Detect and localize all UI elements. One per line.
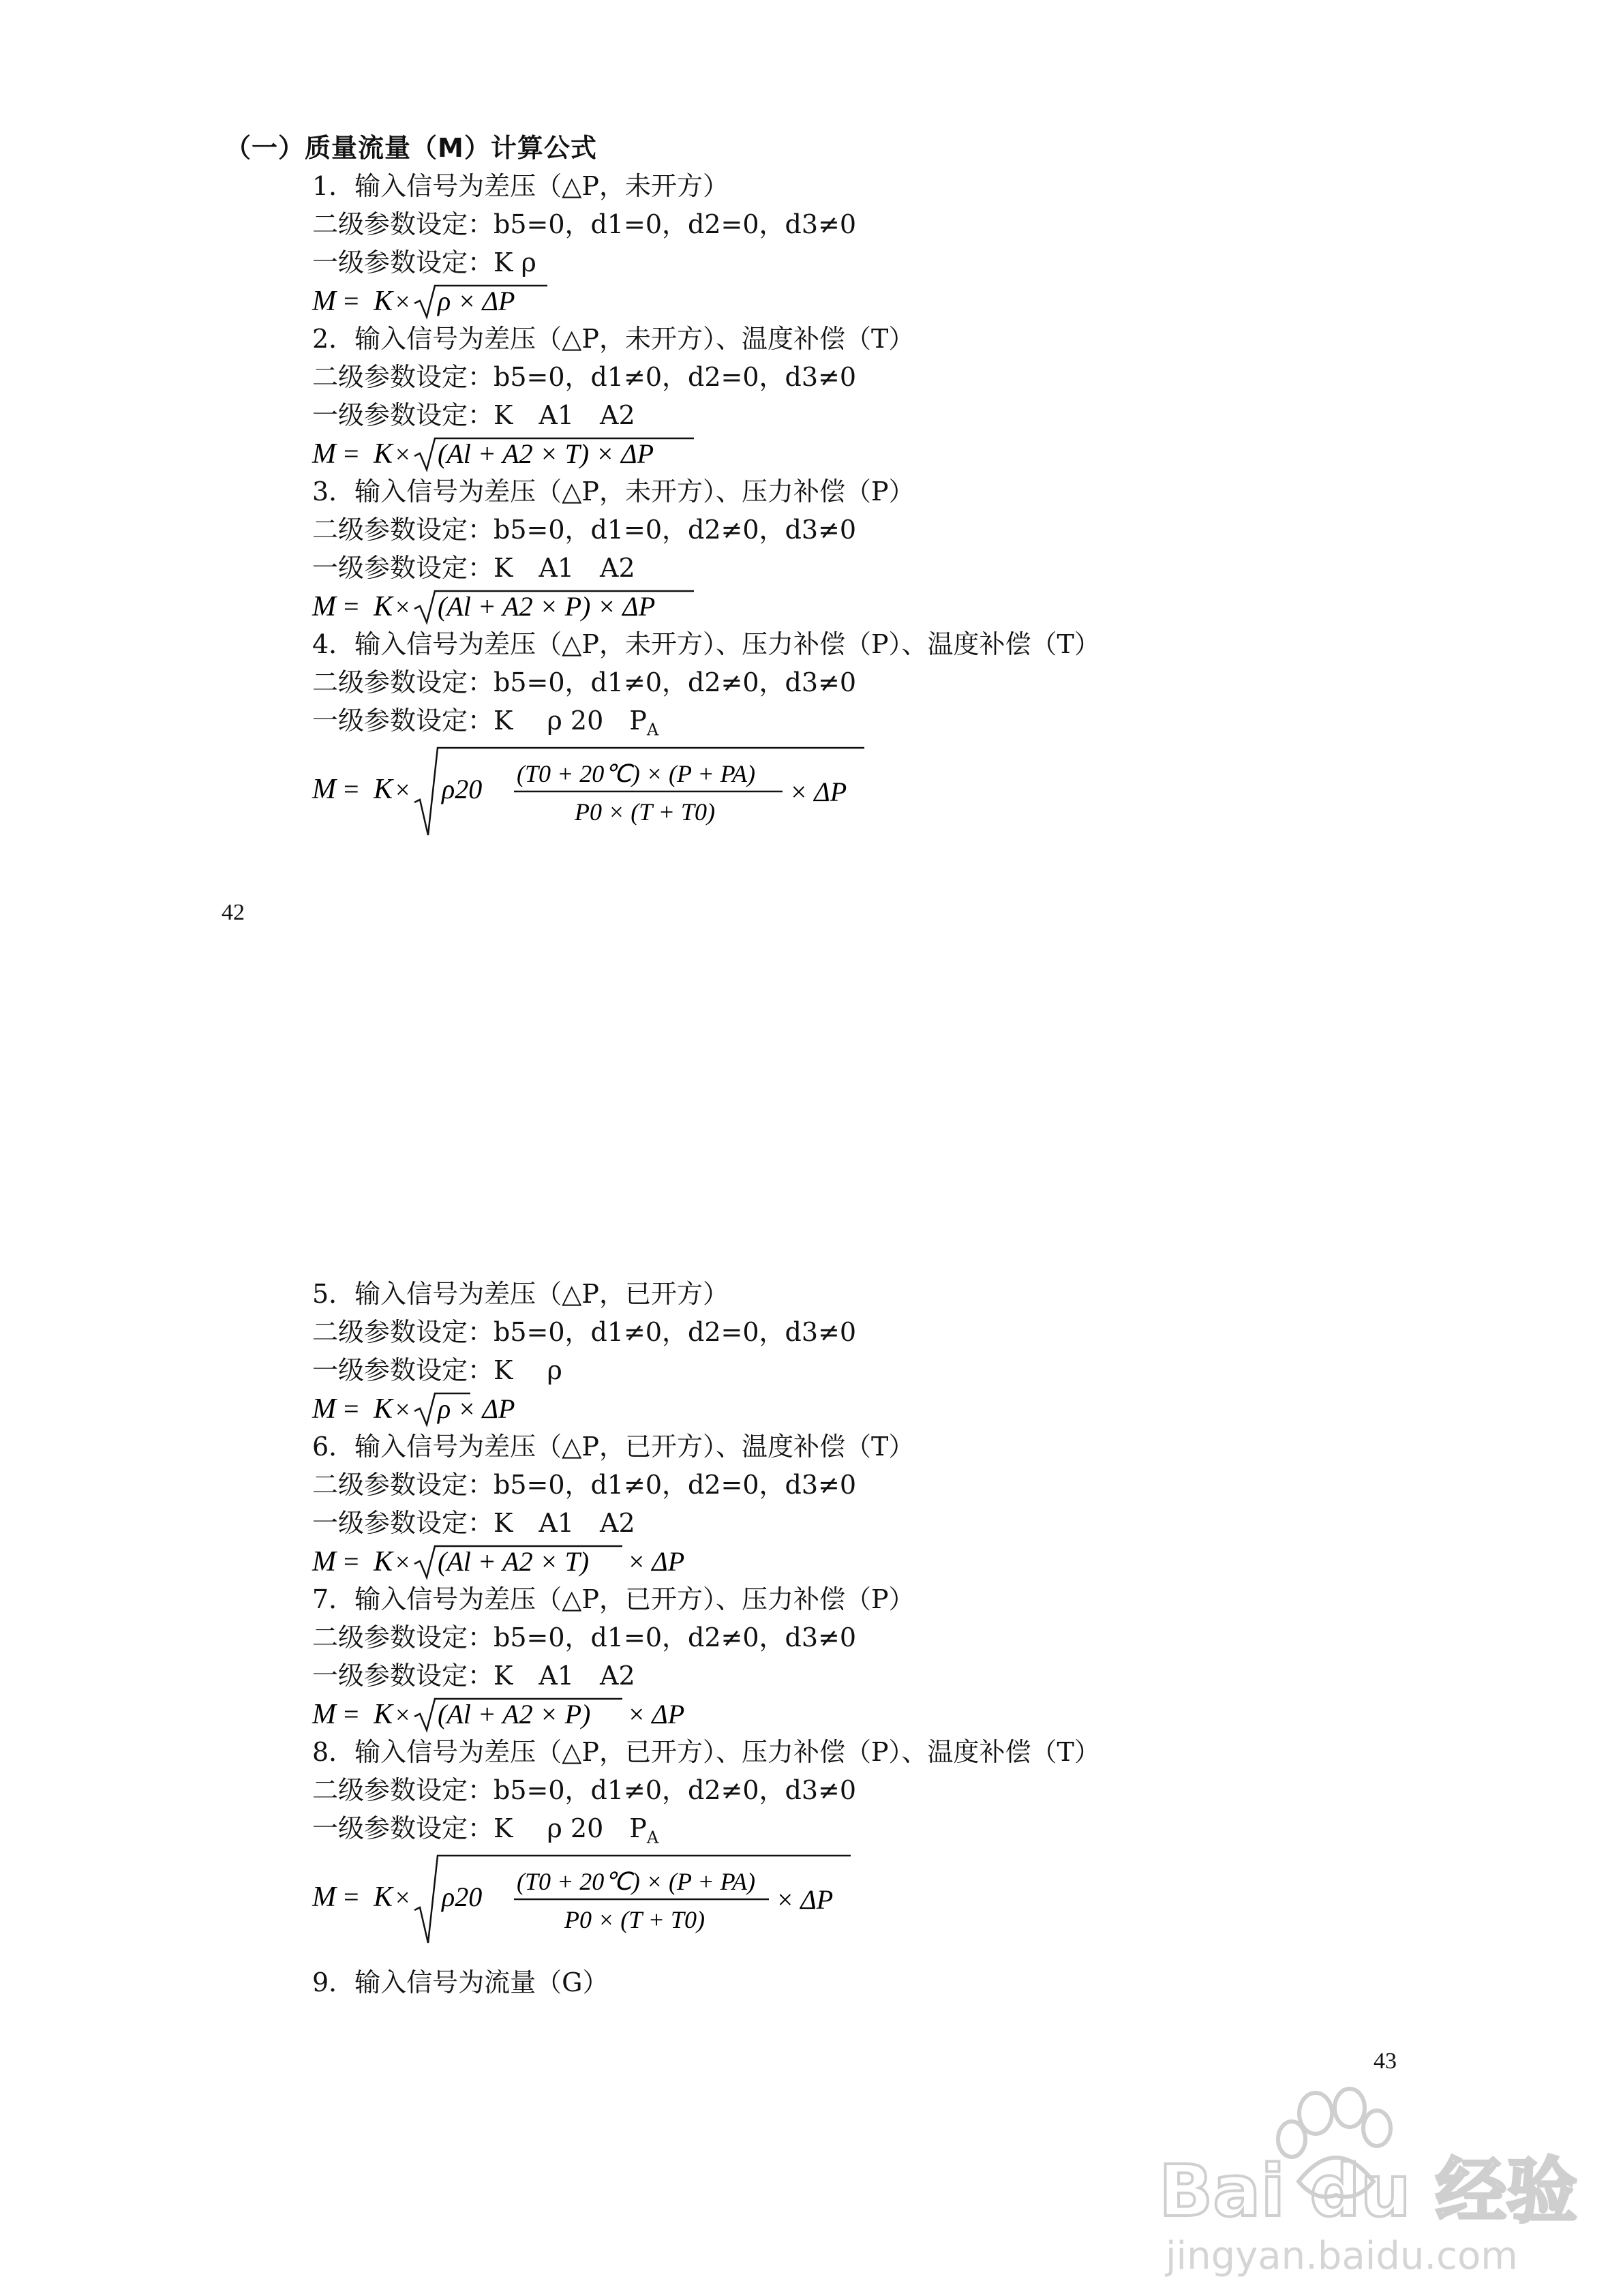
primary-params-subscript: A [646, 720, 659, 740]
formula-eq: = [344, 1699, 359, 1729]
section-3-title: 3．输入信号为差压（△P，未开方）、压力补偿（P） [312, 477, 915, 507]
primary-params-subscript: A [646, 1828, 659, 1847]
section-7-secondary-params: 二级参数设定：b5=0，d1=0，d2≠0，d3≠0 [312, 1622, 857, 1652]
formula-eq: = [344, 286, 359, 316]
formula-k: K [374, 591, 393, 622]
formula-times: × [395, 288, 410, 316]
section-1-formula [312, 282, 1100, 320]
formula-tail: × ΔP [789, 776, 847, 807]
section-4-secondary-params: 二级参数设定：b5=0，d1≠0，d2≠0，d3≠0 [312, 667, 857, 697]
section-5-primary-params: 一级参数设定：K ρ [312, 1355, 562, 1385]
formula-eq: = [344, 774, 359, 804]
section-8-title: 8．输入信号为差压（△P，已开方）、压力补偿（P）、温度补偿（T） [312, 1737, 1100, 1767]
sqrt-content: ρ × ΔP [438, 286, 515, 316]
formula-k: K [374, 438, 393, 470]
section-4-primary-params [312, 701, 1100, 740]
formula-lhs: M [312, 438, 336, 470]
formula-block-2 [312, 1275, 1100, 2002]
formula-eq: = [344, 1546, 359, 1577]
formula-eq: = [344, 591, 359, 622]
formula-eq: = [344, 1882, 359, 1912]
section-heading: （一）质量流量（M）计算公式 [225, 133, 597, 163]
sqrt-content: (Al + A2 × T) [438, 1546, 590, 1577]
formula-k: K [374, 286, 393, 317]
formula-times: × [395, 1884, 410, 1912]
formula-lhs: M [312, 774, 336, 805]
formula-lhs: M [312, 1699, 336, 1730]
section-5-formula [312, 1389, 1100, 1428]
formula-times: × [395, 776, 410, 804]
section-4-formula [312, 740, 1100, 842]
section-5-secondary-params: 二级参数设定：b5=0，d1≠0，d2=0，d3≠0 [312, 1317, 857, 1347]
section-7-title: 7．输入信号为差压（△P，已开方）、压力补偿（P） [312, 1584, 915, 1614]
section-7-primary-params: 一级参数设定：K A1 A2 [312, 1661, 635, 1691]
watermark-brand: Bai du 经验 [1159, 2149, 1577, 2233]
page-number-right: 43 [1374, 2049, 1397, 2074]
section-8-formula [312, 1847, 1100, 1950]
formula-k: K [374, 774, 393, 805]
section-2-formula [312, 434, 1100, 472]
primary-params-text: 一级参数设定：K ρ 20 P [312, 706, 647, 736]
section-2-primary-params: 一级参数设定：K A1 A2 [312, 400, 635, 430]
section-7-formula [312, 1695, 1100, 1733]
section-1-secondary-params: 二级参数设定：b5=0，d1=0，d2=0，d3≠0 [312, 209, 857, 239]
sqrt-content: (Al + A2 × P) × ΔP [438, 591, 656, 622]
formula-tail: × ΔP [776, 1884, 834, 1915]
formula-k: K [374, 1882, 393, 1913]
primary-params-text: 一级参数设定：K ρ 20 P [312, 1813, 647, 1843]
formula-rho: ρ20 [442, 1882, 483, 1912]
formula-times: × [395, 440, 410, 469]
section-6-title: 6．输入信号为差压（△P，已开方）、温度补偿（T） [312, 1432, 915, 1462]
section-2-secondary-params: 二级参数设定：b5=0，d1≠0，d2=0，d3≠0 [312, 362, 857, 392]
sqrt-content: (Al + A2 × T) × ΔP [438, 438, 654, 469]
formula-times: × [395, 1548, 410, 1577]
formula-tail: × ΔP [627, 1699, 685, 1729]
baidu-jingyan-watermark [1152, 2086, 1577, 2284]
formula-rho: ρ20 [442, 774, 483, 804]
sqrt-content: (Al + A2 × P) [438, 1699, 591, 1729]
formula-tail: × ΔP [627, 1546, 685, 1577]
formula-k: K [374, 1546, 393, 1577]
formula-k: K [374, 1699, 393, 1730]
section-1-primary-params: 一级参数设定：K ρ [312, 247, 536, 277]
watermark-url: jingyan.baidu.com [1166, 2234, 1518, 2278]
section-5-title: 5．输入信号为差压（△P，已开方） [312, 1279, 729, 1309]
formula-lhs: M [312, 591, 336, 622]
sqrt-content: ρ × ΔP [438, 1393, 515, 1424]
fraction-numerator: (T0 + 20℃) × (P + PA) [517, 760, 755, 787]
page-number-left: 42 [222, 900, 245, 925]
formula-lhs: M [312, 1393, 336, 1425]
section-6-secondary-params: 二级参数设定：b5=0，d1≠0，d2=0，d3≠0 [312, 1470, 857, 1500]
fraction-denominator: P0 × (T + T0) [564, 1906, 705, 1933]
section-3-primary-params: 一级参数设定：K A1 A2 [312, 553, 635, 583]
formula-lhs: M [312, 1882, 336, 1913]
section-2-title: 2．输入信号为差压（△P，未开方）、温度补偿（T） [312, 324, 915, 354]
formula-eq: = [344, 438, 359, 469]
fraction-numerator: (T0 + 20℃) × (P + PA) [517, 1868, 755, 1895]
section-3-formula [312, 587, 1100, 625]
formula-times: × [395, 1395, 410, 1424]
section-9-title: 9．输入信号为流量（G） [312, 1967, 609, 1997]
formula-times: × [395, 593, 410, 622]
formula-k: K [374, 1393, 393, 1425]
section-6-formula [312, 1542, 1100, 1580]
section-3-secondary-params: 二级参数设定：b5=0，d1=0，d2≠0，d3≠0 [312, 515, 857, 545]
section-8-secondary-params: 二级参数设定：b5=0，d1≠0，d2≠0，d3≠0 [312, 1775, 857, 1805]
formula-block-1 [312, 167, 1100, 842]
section-8-primary-params [312, 1809, 1100, 1847]
formula-eq: = [344, 1393, 359, 1424]
formula-lhs: M [312, 1546, 336, 1577]
formula-lhs: M [312, 286, 336, 317]
fraction-denominator: P0 × (T + T0) [575, 798, 715, 826]
section-1-title: 1．输入信号为差压（△P，未开方） [312, 171, 729, 201]
section-4-title: 4．输入信号为差压（△P，未开方）、压力补偿（P）、温度补偿（T） [312, 629, 1100, 659]
formula-times: × [395, 1701, 410, 1729]
section-6-primary-params: 一级参数设定：K A1 A2 [312, 1508, 635, 1538]
